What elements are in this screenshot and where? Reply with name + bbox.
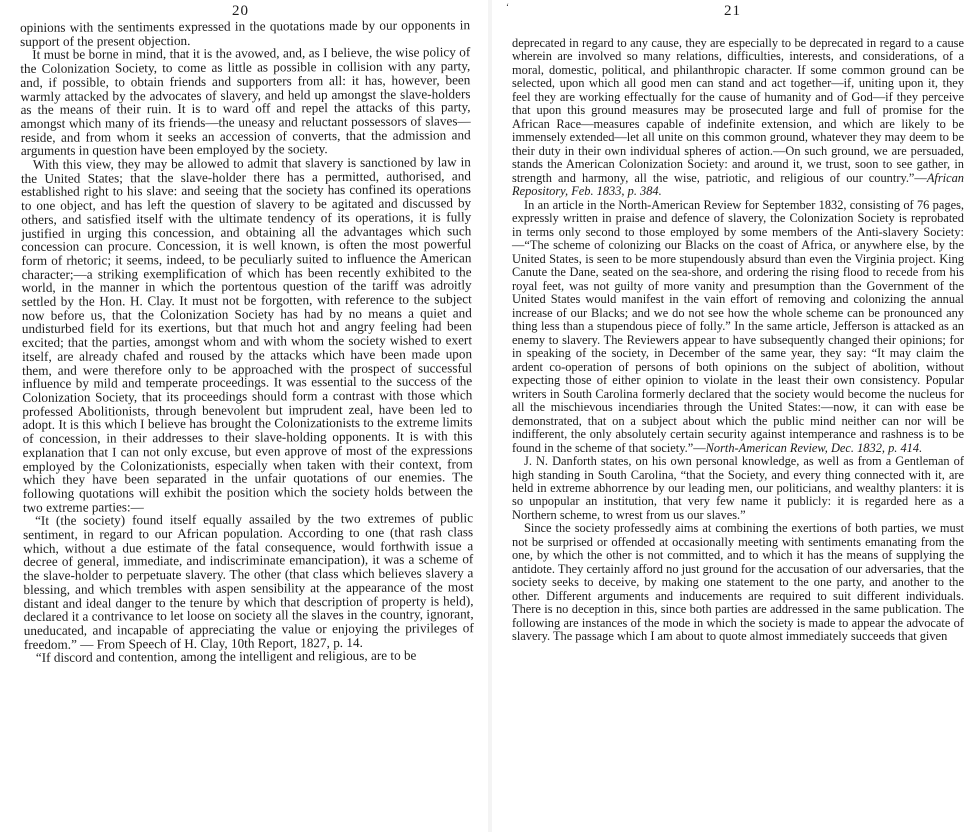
- paragraph: [512, 455, 964, 522]
- paragraph: opinions with the sentiments expressed in the quotations made by our opponents in support of the present objection.: [19, 17, 471, 49]
- paragraph: “If discord and contention, among the intelligent and religious, are to be: [35, 647, 417, 666]
- left-page-number: 20: [232, 3, 249, 19]
- citation: African Repository, Feb. 1833, p. 384.: [512, 170, 964, 199]
- citation: North-American Review, Dec. 1832, p. 414.: [705, 440, 923, 455]
- paragraph: It must be borne in mind, that it is the avowed, and, as I believe, the wise policy of the Colonization Society, to come as little as possible in collision with any party, and, if possible, to obtain friends and supporters from all: it has, however, been warmly attacked by the advocates of slavery, and held up amongst the slave-holders as the means of their ruin. It is to ward off and repel the attacks of this party, amongst which many of its friends—the uneasy and reluctant possessors of slaves—reside, and from whom it seeks an accession of converts, that the admission and arguments in question have been employed by the society.: [20, 44, 471, 159]
- paragraph-text: Since the society professedly aims at combining the exertions of both parties, we must not be surprised or offended at occasionally meeting with sentiments emanating from the one, by which the other is not committed, and to which it has the means of supplying the antidote. They certainly afford no just ground for the accusation of our adversaries, that the society seeks to deceive, by making one statement to the one party, and another to the other. Different arguments and inducements are required to suit different individuals. There is no deception in this, since both parties are addressed in the same publication. The following are instances of the mode in which the society is made to appear the advocate of slavery. The passage which I am about to quote almost immediately succeeds that given: [512, 521, 964, 644]
- left-page: [0, 0, 488, 832]
- paragraph: [512, 522, 964, 643]
- paragraph: [512, 37, 964, 199]
- paragraph: [512, 199, 964, 455]
- left-page-body: [20, 18, 474, 665]
- paragraph-text: In an article in the North-American Review for September 1832, consisting of 76 pages, expressly written in praise and defence of slavery, the Colonization Society is reprobated in terms only second to those employed by some members of the Anti-slavery Society:—“The scheme of colonizing our Blacks on the coast of Africa, or anywhere else, by the United States, is seen to be more stupendously absurd than even the Virginia project. King Canute the Dane, seated on the sea-shore, and ordering the rising flood to recede from his royal feet, was not guilty of more vanity and presumption than the Government of the United States would manifest in the vain effort of removing and colonizing the annual increase of our Blacks; and we do not see how the whole scheme can be pronounced any thing less than a stupendous piece of folly.” In the same article, Jefferson is attacked as an enemy to slavery. The Reviewers appear to have subsequently changed their opinions; for in speaking of the society, in December of the same year, they say: “It may claim the ardent co-operation of persons of both opinions on the subject of abolition, without expecting those of either opinion to violate in the least their own consistency. Popular writers in South Carolina formerly declared that the society would become the nucleus for all the mischievous incendiaries through the United States:—now, it can with ease be demonstrated, that on a subject about which the public mind neither can nor will be indifferent, the only absolutely certain security against intemperance and rashness is to be found in the scheme of that society.”—: [512, 197, 964, 455]
- right-page-number: 21: [724, 3, 741, 19]
- right-page-body: [512, 37, 964, 644]
- margin-mark: ‘: [506, 2, 509, 12]
- paragraph-text: deprecated in regard to any cause, they are especially to be deprecated in regard to a cause wherein are involved so many relations, difficulties, interests, and considerations, of a moral, domestic, political, and philanthropic character. If some common ground can be selected, upon which all good men can stand and act together—if, uniting upon it, they feel they are working effectually for the cause of humanity and of God—if they perceive that upon this ground measures may be prosecuted large and full of promise for the African Race—measures capable of indefinite extension, and which are likely to be immensely extended—let all unite on this common ground, whatever they may deem to be their duty in their own individual spheres of action.—On such ground, we are persuaded, stands the American Colonization Society: and around it, we trust, soon to see gather, in strength and harmony, all the wise, patriotic, and religious of our country.”—: [512, 36, 964, 185]
- paragraph: With this view, they may be allowed to admit that slavery is sanctioned by law in the United States; that the slave-holder there has a permitted, authorised, and established right to his slave: and seeing that the society has confined its operations to one object, and has left the question of slavery to be agitated and discussed by others, and satisfied itself with the ultimate tendency of its operations, it is fully justified in urging this concession, and obtaining all the advantages which such concession can procure. Concession, it is well known, is often the most powerful form of rhetoric; it seems, indeed, to be peculiarly suited to influence the American character;—a striking exemplification of which has been recently exhibited to the world, in the manner in which the portentous question of the tariff was adroitly settled by the Hon. H. Clay. It must not be forgotten, with reference to the subject now before us, that the Colonization Society has had by no means a quiet and undisturbed field for its exertions, but that much hot and angry feeling had been excited; that the parties, amongst whom and with whom the society wished to exert itself, are already chafed and roused by the attacks which have been made upon them, and were therefore only to be approached with the prospect of successful influence by mild and temperate proceedings. It was essential to the success of the Colonization Society, that its proceedings should form a contrast with those which professed Abolitionists, through benevolent but imprudent zeal, have been led to adopt. It is this which I believe has brought the Colonizationists to the extreme limits of concession, in their addresses to their slave-holding opponents. It is with this explanation that I can not only excuse, but even approve of most of the expressions employed by the Colonizationists, especially when taken with their context, from which they have been separated in the unfair quotations of our enemies. The following quotations will exhibit the position which the society holds between the two extreme parties:—: [20, 154, 473, 515]
- right-page: [492, 0, 980, 832]
- block-quote: “It (the society) found itself equally assailed by the two extremes of public sentiment, in regard to our African population. According to one (that rash class which, without a due estimate of the fatal consequence, would forthwith issue a decree of general, immediate, and indiscriminate emancipation), it was a scheme of the slave-holder to perpetuate slavery. The other (that class which believes slavery a blessing, and which trembles with aspen sensibility at the appearance of the most distant and ideal danger to the tenure by which that description of property is held), declared it a contrivance to let loose on society all the slaves in the country, ignorant, uneducated, and incapable of appreciating the value or enjoying the privileges of freedom.” — From Speech of H. Clay, 10th Report, 1827, p. 14.: [23, 510, 474, 652]
- paragraph-text: J. N. Danforth states, on his own personal knowledge, as well as from a Gentleman of high standing in South Carolina, “that the Society, and every thing connected with it, are held in extreme abhorrence by our leading men, our politicians, and wealthy planters: it is so unpopular an institution, that very few name it publicly: it is regarded here as a Northern scheme, to wrest from us our slaves.”: [512, 454, 964, 522]
